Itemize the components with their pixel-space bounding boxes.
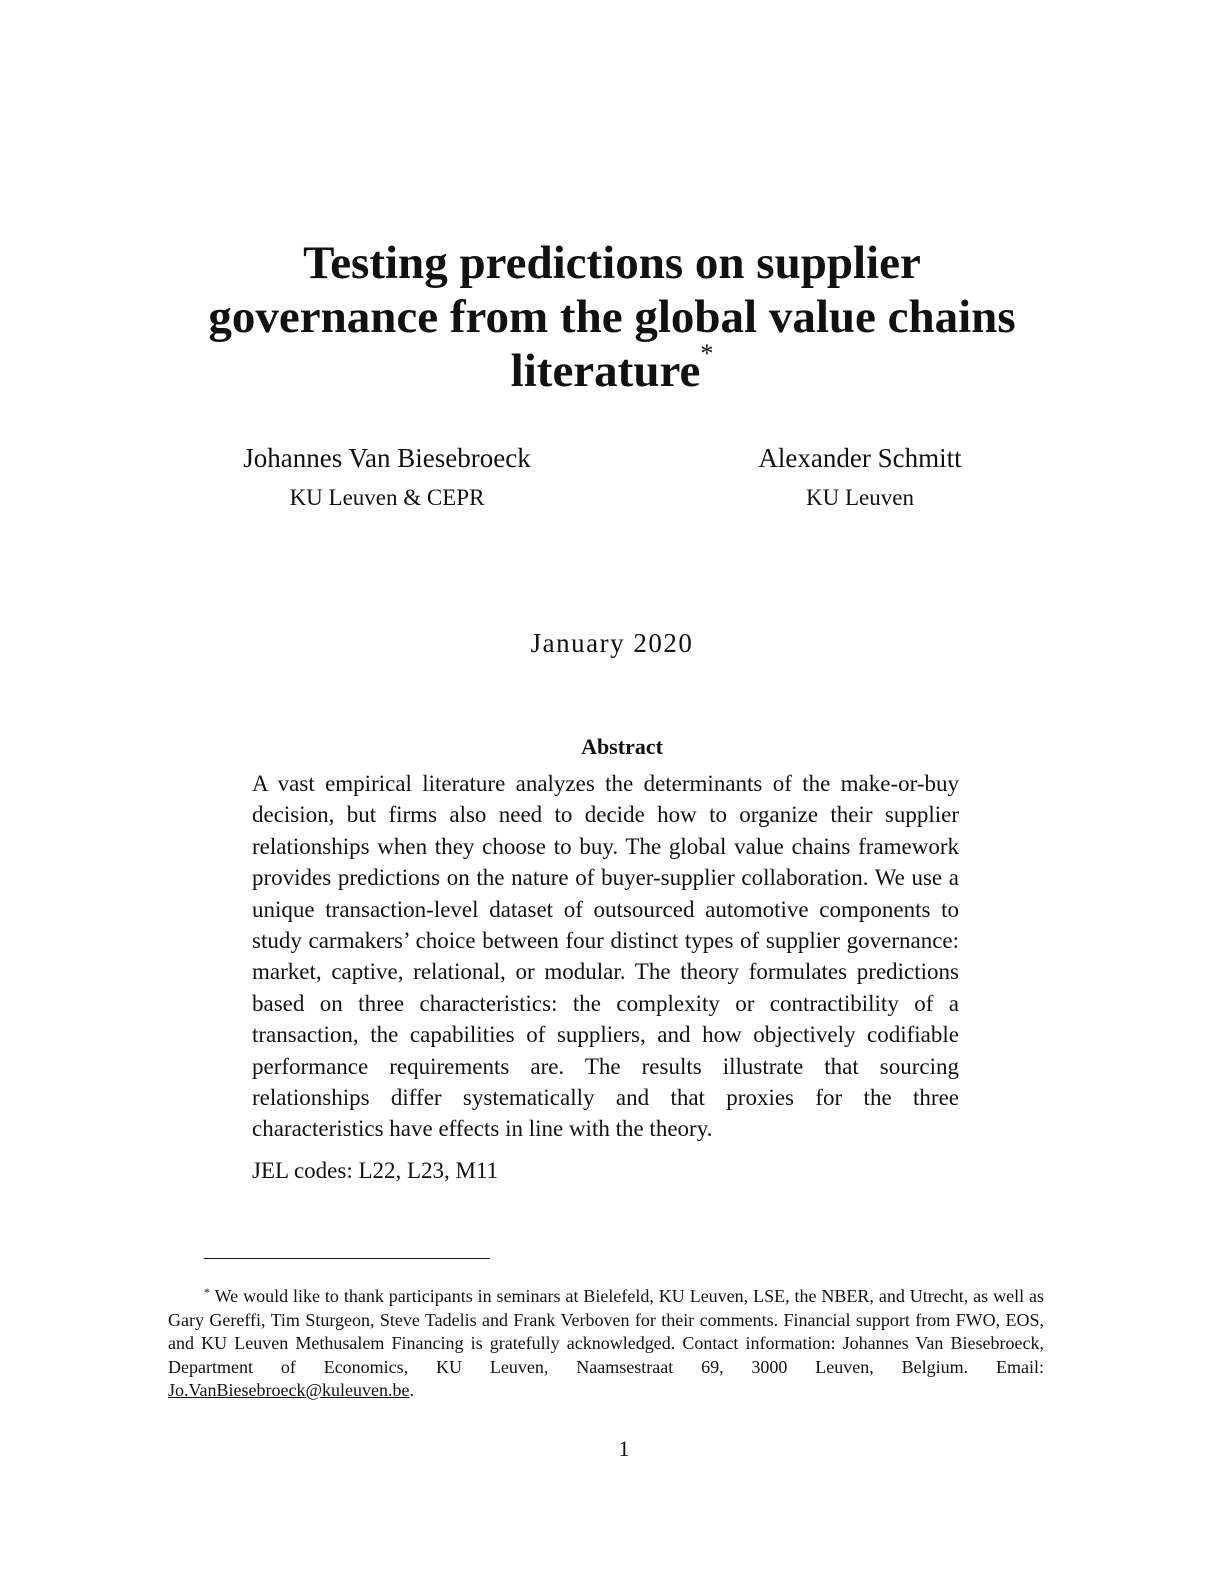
footnote-divider bbox=[204, 1258, 490, 1259]
author-affiliation: KU Leuven & CEPR bbox=[289, 485, 485, 510]
footnote-marker: * bbox=[204, 1285, 210, 1299]
paper-title bbox=[150, 236, 1074, 398]
author-block-1 bbox=[177, 442, 597, 512]
abstract-heading: Abstract bbox=[581, 734, 663, 759]
title-line-2: governance from the global value chains bbox=[208, 291, 1016, 343]
author-name: Johannes Van Biesebroeck bbox=[243, 443, 531, 473]
title-footnote-marker: * bbox=[700, 339, 714, 368]
publication-date: January 2020 bbox=[530, 628, 694, 658]
footnote-text: We would like to thank participants in seminars at Bielefeld, KU Leuven, LSE, the NBER, and Utrecht, as well as Gary Gereffi, Tim Sturgeon, Steve Tadelis and Frank Verboven for their comments. Financial support from FWO, EOS, and KU Leuven Methusalem Financing is gratefully acknowledged. Contact information: Johannes Van Biesebroeck, Department of Economics, KU Leuven, Naamsestraat 69, 3000 Leuven, Belgium. Email: bbox=[168, 1286, 1044, 1377]
footnote-end: . bbox=[409, 1380, 415, 1400]
jel-codes: JEL codes: L22, L23, M11 bbox=[252, 1158, 499, 1183]
author-block-2 bbox=[650, 442, 1070, 512]
abstract-text: A vast empirical literature analyzes the determinants of the make-or-buy decision, but firms also need to decide how to organize their supplier relationships when they choose to buy. The global value chains framework provides predictions on the nature of buyer-supplier collaboration. We use a unique transaction-level dataset of outsourced automotive components to study carmakers’ choice between four distinct types of supplier governance: market, captive, relational, or modular. The theory formulates predictions based on three characteristics: the complexity or contractibility of a transaction, the capabilities of suppliers, and how objectively codifiable performance requirements are. The results illustrate that sourcing relationships differ systematically and that proxies for the three characteristics have effects in line with the theory. bbox=[252, 771, 959, 1142]
author-affiliation: KU Leuven bbox=[806, 485, 914, 510]
footnote bbox=[168, 1285, 1044, 1403]
contact-email-link[interactable]: Jo.VanBiesebroeck@kuleuven.be bbox=[168, 1380, 410, 1400]
author-name: Alexander Schmitt bbox=[758, 443, 962, 473]
title-line-1: Testing predictions on supplier bbox=[303, 237, 921, 289]
page-number: 1 bbox=[618, 1436, 630, 1461]
title-line-3: literature bbox=[510, 345, 701, 397]
